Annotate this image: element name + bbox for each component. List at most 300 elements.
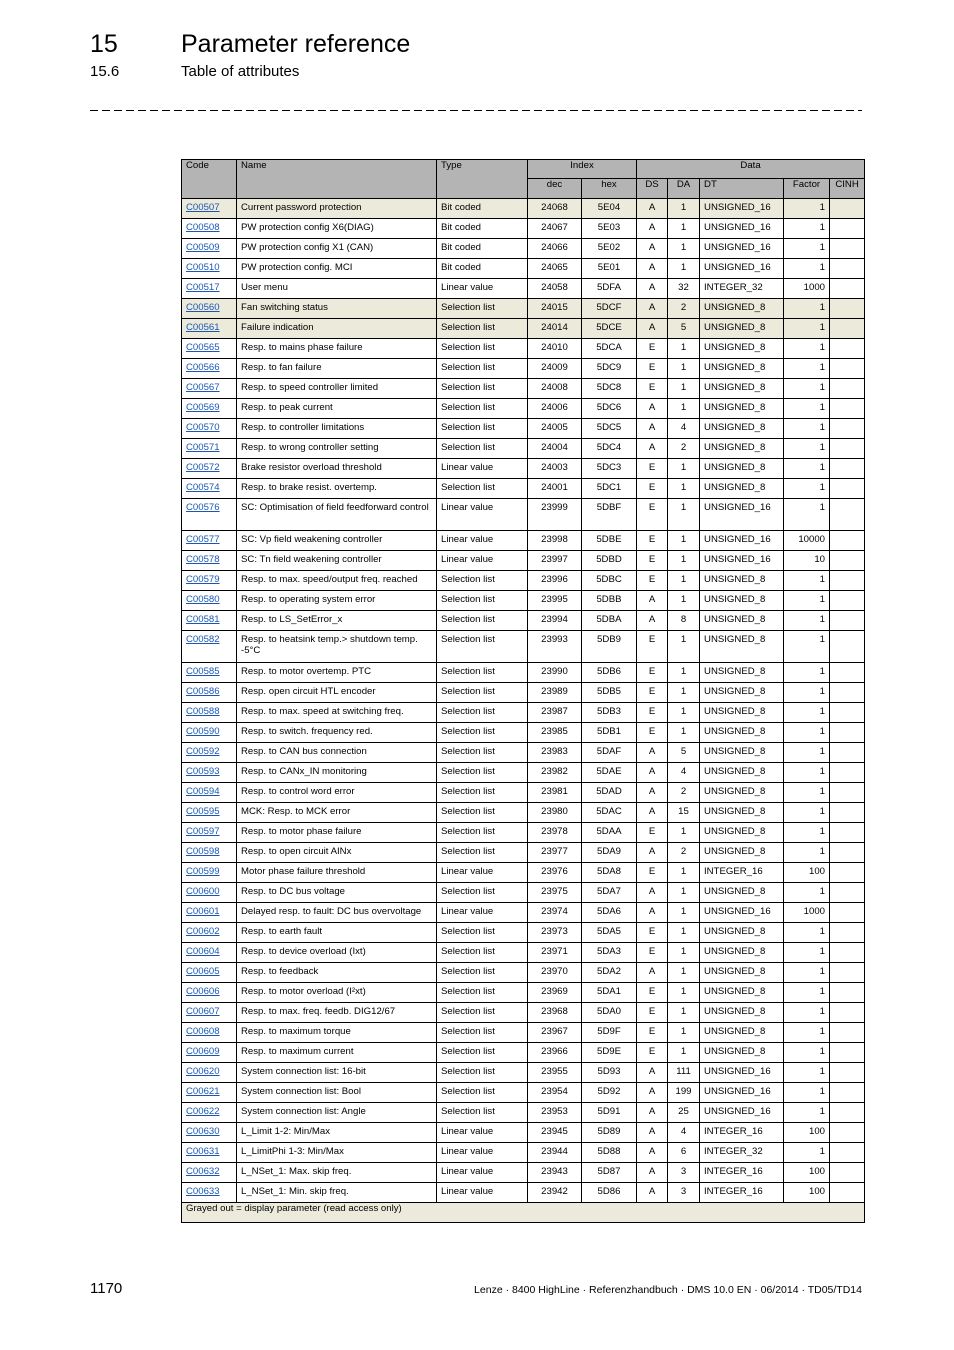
doc-info: Lenze · 8400 HighLine · Referenzhandbuch · DMS 10.0 EN · 06/2014 · TD05/TD14 bbox=[474, 1284, 862, 1296]
code-link[interactable]: C00510 bbox=[186, 262, 220, 273]
cell-data-factor: 1 bbox=[784, 1103, 830, 1123]
cell-data-da: 3 bbox=[668, 1183, 700, 1203]
cell-data-factor: 1 bbox=[784, 419, 830, 439]
cell-data-factor: 10 bbox=[784, 551, 830, 571]
code-link[interactable]: C00560 bbox=[186, 302, 220, 313]
cell-data-factor: 1 bbox=[784, 1023, 830, 1043]
cell-index-dec: 23971 bbox=[528, 943, 582, 963]
cell-param-type: Bit coded bbox=[437, 199, 528, 219]
cell-param-type: Linear value bbox=[437, 531, 528, 551]
cell-param-type: Selection list bbox=[437, 591, 528, 611]
cell-data-da: 1 bbox=[668, 499, 700, 531]
code-link[interactable]: C00633 bbox=[186, 1186, 220, 1197]
cell-index-hex: 5DC9 bbox=[582, 359, 637, 379]
cell-data-da: 1 bbox=[668, 571, 700, 591]
cell-data-cinh bbox=[830, 1163, 865, 1183]
cell-index-hex: 5DC3 bbox=[582, 459, 637, 479]
code-link[interactable]: C00565 bbox=[186, 342, 220, 353]
cell-data-ds: A bbox=[637, 239, 668, 259]
cell-data-ds: A bbox=[637, 1123, 668, 1143]
cell-code bbox=[182, 703, 237, 723]
code-link[interactable]: C00605 bbox=[186, 966, 220, 977]
cell-data-factor: 100 bbox=[784, 1123, 830, 1143]
cell-data-cinh bbox=[830, 743, 865, 763]
cell-code bbox=[182, 823, 237, 843]
cell-data-cinh bbox=[830, 843, 865, 863]
cell-data-factor: 1 bbox=[784, 1043, 830, 1063]
cell-data-factor: 1 bbox=[784, 611, 830, 631]
cell-data-dt: INTEGER_32 bbox=[700, 1143, 784, 1163]
table-row bbox=[182, 219, 865, 239]
cell-index-hex: 5DC4 bbox=[582, 439, 637, 459]
code-link[interactable]: C00622 bbox=[186, 1106, 220, 1117]
cell-data-da: 6 bbox=[668, 1143, 700, 1163]
cell-data-ds: E bbox=[637, 631, 668, 663]
cell-code bbox=[182, 803, 237, 823]
cell-data-ds: E bbox=[637, 531, 668, 551]
header-ds: DS bbox=[637, 179, 668, 199]
cell-index-dec: 23953 bbox=[528, 1103, 582, 1123]
code-link[interactable]: C00630 bbox=[186, 1126, 220, 1137]
cell-index-dec: 23994 bbox=[528, 611, 582, 631]
cell-data-factor: 1 bbox=[784, 843, 830, 863]
cell-data-factor: 1 bbox=[784, 299, 830, 319]
cell-param-name: Resp. open circuit HTL encoder bbox=[237, 683, 437, 703]
code-link[interactable]: C00632 bbox=[186, 1166, 220, 1177]
cell-data-cinh bbox=[830, 591, 865, 611]
code-link[interactable]: C00609 bbox=[186, 1046, 220, 1057]
cell-param-name: Resp. to motor overtemp. PTC bbox=[237, 663, 437, 683]
cell-data-cinh bbox=[830, 219, 865, 239]
cell-code bbox=[182, 239, 237, 259]
code-link[interactable]: C00585 bbox=[186, 666, 220, 677]
cell-param-name: Brake resistor overload threshold bbox=[237, 459, 437, 479]
cell-data-da: 5 bbox=[668, 743, 700, 763]
cell-data-factor: 100 bbox=[784, 1163, 830, 1183]
cell-data-cinh bbox=[830, 863, 865, 883]
cell-code bbox=[182, 1083, 237, 1103]
cell-index-dec: 23982 bbox=[528, 763, 582, 783]
cell-param-type: Bit coded bbox=[437, 239, 528, 259]
cell-data-dt: UNSIGNED_8 bbox=[700, 459, 784, 479]
code-link[interactable]: C00595 bbox=[186, 806, 220, 817]
cell-data-factor: 100 bbox=[784, 863, 830, 883]
cell-data-da: 1 bbox=[668, 359, 700, 379]
code-link[interactable]: C00593 bbox=[186, 766, 220, 777]
cell-data-da: 4 bbox=[668, 763, 700, 783]
cell-index-dec: 24001 bbox=[528, 479, 582, 499]
cell-data-dt: UNSIGNED_16 bbox=[700, 259, 784, 279]
cell-param-name: Resp. to mains phase failure bbox=[237, 339, 437, 359]
cell-data-ds: A bbox=[637, 439, 668, 459]
cell-data-cinh bbox=[830, 783, 865, 803]
cell-data-da: 1 bbox=[668, 863, 700, 883]
cell-data-cinh bbox=[830, 1063, 865, 1083]
cell-data-da: 1 bbox=[668, 479, 700, 499]
cell-param-name: Resp. to max. speed/output freq. reached bbox=[237, 571, 437, 591]
cell-param-name: Resp. to motor overload (I²xt) bbox=[237, 983, 437, 1003]
cell-code bbox=[182, 611, 237, 631]
cell-data-da: 32 bbox=[668, 279, 700, 299]
code-link[interactable]: C00509 bbox=[186, 242, 220, 253]
cell-param-type: Selection list bbox=[437, 983, 528, 1003]
cell-code bbox=[182, 259, 237, 279]
cell-code bbox=[182, 963, 237, 983]
cell-data-ds: A bbox=[637, 591, 668, 611]
cell-code bbox=[182, 631, 237, 663]
cell-data-cinh bbox=[830, 239, 865, 259]
cell-param-name: Resp. to DC bus voltage bbox=[237, 883, 437, 903]
cell-data-da: 1 bbox=[668, 683, 700, 703]
cell-index-hex: 5DC5 bbox=[582, 419, 637, 439]
code-link[interactable]: C00601 bbox=[186, 906, 220, 917]
cell-data-factor: 1 bbox=[784, 1083, 830, 1103]
cell-index-dec: 23987 bbox=[528, 703, 582, 723]
cell-data-da: 1 bbox=[668, 963, 700, 983]
cell-data-dt: UNSIGNED_16 bbox=[700, 903, 784, 923]
cell-data-da: 15 bbox=[668, 803, 700, 823]
table-row bbox=[182, 1143, 865, 1163]
code-link[interactable]: C00567 bbox=[186, 382, 220, 393]
cell-data-ds: E bbox=[637, 359, 668, 379]
cell-data-factor: 1 bbox=[784, 571, 830, 591]
cell-index-hex: 5DCA bbox=[582, 339, 637, 359]
code-link[interactable]: C00606 bbox=[186, 986, 220, 997]
cell-data-factor: 1 bbox=[784, 883, 830, 903]
code-link[interactable]: C00561 bbox=[186, 322, 220, 333]
cell-data-dt: UNSIGNED_8 bbox=[700, 803, 784, 823]
cell-param-type: Selection list bbox=[437, 843, 528, 863]
cell-data-factor: 1 bbox=[784, 723, 830, 743]
cell-data-da: 111 bbox=[668, 1063, 700, 1083]
cell-param-type: Selection list bbox=[437, 923, 528, 943]
cell-index-hex: 5DAF bbox=[582, 743, 637, 763]
cell-index-dec: 23968 bbox=[528, 1003, 582, 1023]
cell-data-ds: A bbox=[637, 963, 668, 983]
cell-code bbox=[182, 923, 237, 943]
cell-index-hex: 5DA6 bbox=[582, 903, 637, 923]
cell-data-ds: A bbox=[637, 803, 668, 823]
code-link[interactable]: C00566 bbox=[186, 362, 220, 373]
cell-data-cinh bbox=[830, 339, 865, 359]
code-link[interactable]: C00631 bbox=[186, 1146, 220, 1157]
cell-code bbox=[182, 743, 237, 763]
cell-data-factor: 1 bbox=[784, 499, 830, 531]
code-link[interactable]: C00507 bbox=[186, 202, 220, 213]
code-link[interactable]: C00599 bbox=[186, 866, 220, 877]
header-dec: dec bbox=[528, 179, 582, 199]
code-link[interactable]: C00574 bbox=[186, 482, 220, 493]
code-link[interactable]: C00620 bbox=[186, 1066, 220, 1077]
code-link[interactable]: C00594 bbox=[186, 786, 220, 797]
code-link[interactable]: C00592 bbox=[186, 746, 220, 757]
cell-data-ds: A bbox=[637, 1183, 668, 1203]
cell-param-type: Linear value bbox=[437, 551, 528, 571]
cell-index-hex: 5DA2 bbox=[582, 963, 637, 983]
cell-index-hex: 5DC1 bbox=[582, 479, 637, 499]
cell-data-ds: A bbox=[637, 299, 668, 319]
code-link[interactable]: C00579 bbox=[186, 574, 220, 585]
cell-index-hex: 5DBB bbox=[582, 591, 637, 611]
cell-index-dec: 23985 bbox=[528, 723, 582, 743]
table-row bbox=[182, 339, 865, 359]
cell-code bbox=[182, 1063, 237, 1083]
code-link[interactable]: C00607 bbox=[186, 1006, 220, 1017]
cell-index-hex: 5DBF bbox=[582, 499, 637, 531]
cell-index-hex: 5E03 bbox=[582, 219, 637, 239]
cell-param-type: Linear value bbox=[437, 903, 528, 923]
table-row bbox=[182, 803, 865, 823]
cell-data-cinh bbox=[830, 459, 865, 479]
cell-data-ds: E bbox=[637, 339, 668, 359]
cell-index-dec: 23995 bbox=[528, 591, 582, 611]
cell-code bbox=[182, 943, 237, 963]
cell-code bbox=[182, 723, 237, 743]
section-number: 15.6 bbox=[90, 63, 120, 80]
cell-index-hex: 5E04 bbox=[582, 199, 637, 219]
cell-param-type: Bit coded bbox=[437, 259, 528, 279]
cell-index-dec: 24008 bbox=[528, 379, 582, 399]
cell-data-da: 2 bbox=[668, 783, 700, 803]
cell-data-dt: UNSIGNED_8 bbox=[700, 479, 784, 499]
cell-param-type: Selection list bbox=[437, 783, 528, 803]
cell-param-name: Motor phase failure threshold bbox=[237, 863, 437, 883]
cell-index-hex: 5D88 bbox=[582, 1143, 637, 1163]
cell-data-ds: E bbox=[637, 479, 668, 499]
cell-index-hex: 5DA3 bbox=[582, 943, 637, 963]
cell-param-type: Selection list bbox=[437, 1083, 528, 1103]
cell-index-hex: 5D91 bbox=[582, 1103, 637, 1123]
cell-data-dt: INTEGER_16 bbox=[700, 863, 784, 883]
cell-index-dec: 23967 bbox=[528, 1023, 582, 1043]
code-link[interactable]: C00602 bbox=[186, 926, 220, 937]
header-type: Type bbox=[437, 160, 528, 199]
code-link[interactable]: C00508 bbox=[186, 222, 220, 233]
table-row bbox=[182, 1003, 865, 1023]
cell-data-dt: UNSIGNED_8 bbox=[700, 1003, 784, 1023]
cell-data-dt: UNSIGNED_8 bbox=[700, 723, 784, 743]
cell-index-hex: 5DBD bbox=[582, 551, 637, 571]
cell-data-cinh bbox=[830, 439, 865, 459]
cell-index-dec: 23943 bbox=[528, 1163, 582, 1183]
cell-index-dec: 24014 bbox=[528, 319, 582, 339]
code-link[interactable]: C00590 bbox=[186, 726, 220, 737]
cell-index-dec: 24065 bbox=[528, 259, 582, 279]
cell-data-ds: E bbox=[637, 983, 668, 1003]
cell-data-dt: UNSIGNED_8 bbox=[700, 379, 784, 399]
cell-data-cinh bbox=[830, 499, 865, 531]
table-footnote: Grayed out = display parameter (read access only) bbox=[182, 1203, 865, 1223]
code-link[interactable]: C00621 bbox=[186, 1086, 220, 1097]
cell-data-ds: E bbox=[637, 459, 668, 479]
table-row bbox=[182, 703, 865, 723]
code-link[interactable]: C00582 bbox=[186, 634, 220, 645]
cell-data-da: 1 bbox=[668, 239, 700, 259]
cell-data-dt: UNSIGNED_8 bbox=[700, 359, 784, 379]
code-link[interactable]: C00588 bbox=[186, 706, 220, 717]
cell-param-name: SC: Vp field weakening controller bbox=[237, 531, 437, 551]
table-row bbox=[182, 1083, 865, 1103]
cell-data-ds: E bbox=[637, 551, 668, 571]
cell-data-cinh bbox=[830, 419, 865, 439]
cell-index-dec: 23944 bbox=[528, 1143, 582, 1163]
cell-param-type: Linear value bbox=[437, 863, 528, 883]
cell-param-name: Failure indication bbox=[237, 319, 437, 339]
cell-index-hex: 5DB6 bbox=[582, 663, 637, 683]
table-row bbox=[182, 479, 865, 499]
code-link[interactable]: C00608 bbox=[186, 1026, 220, 1037]
cell-data-ds: E bbox=[637, 723, 668, 743]
cell-data-factor: 1000 bbox=[784, 903, 830, 923]
code-link[interactable]: C00597 bbox=[186, 826, 220, 837]
cell-data-ds: A bbox=[637, 1143, 668, 1163]
cell-index-dec: 23978 bbox=[528, 823, 582, 843]
cell-data-ds: A bbox=[637, 319, 668, 339]
cell-param-name: Resp. to brake resist. overtemp. bbox=[237, 479, 437, 499]
cell-param-type: Selection list bbox=[437, 399, 528, 419]
code-link[interactable]: C00604 bbox=[186, 946, 220, 957]
table-row bbox=[182, 439, 865, 459]
cell-data-factor: 1 bbox=[784, 631, 830, 663]
cell-data-cinh bbox=[830, 571, 865, 591]
cell-param-type: Selection list bbox=[437, 763, 528, 783]
cell-data-da: 1 bbox=[668, 591, 700, 611]
header-da: DA bbox=[668, 179, 700, 199]
code-link[interactable]: C00581 bbox=[186, 614, 220, 625]
code-link[interactable]: C00517 bbox=[186, 282, 220, 293]
code-link[interactable]: C00571 bbox=[186, 442, 220, 453]
cell-data-dt: UNSIGNED_16 bbox=[700, 1083, 784, 1103]
cell-param-name: Resp. to device overload (Ixt) bbox=[237, 943, 437, 963]
cell-param-type: Linear value bbox=[437, 1123, 528, 1143]
cell-data-ds: A bbox=[637, 903, 668, 923]
cell-param-type: Selection list bbox=[437, 611, 528, 631]
page-number: 1170 bbox=[90, 1280, 123, 1297]
code-link[interactable]: C00577 bbox=[186, 534, 220, 545]
cell-param-type: Selection list bbox=[437, 803, 528, 823]
cell-param-name: Resp. to control word error bbox=[237, 783, 437, 803]
cell-param-name: Resp. to wrong controller setting bbox=[237, 439, 437, 459]
cell-data-ds: A bbox=[637, 219, 668, 239]
cell-index-dec: 23983 bbox=[528, 743, 582, 763]
cell-code bbox=[182, 499, 237, 531]
cell-index-hex: 5D93 bbox=[582, 1063, 637, 1083]
cell-index-dec: 24015 bbox=[528, 299, 582, 319]
cell-data-factor: 1 bbox=[784, 803, 830, 823]
cell-data-da: 8 bbox=[668, 611, 700, 631]
header-name: Name bbox=[237, 160, 437, 199]
cell-data-ds: A bbox=[637, 419, 668, 439]
cell-data-dt: UNSIGNED_8 bbox=[700, 571, 784, 591]
cell-data-cinh bbox=[830, 803, 865, 823]
table-row bbox=[182, 1123, 865, 1143]
cell-data-ds: E bbox=[637, 663, 668, 683]
cell-data-da: 1 bbox=[668, 703, 700, 723]
cell-index-dec: 23993 bbox=[528, 631, 582, 663]
header-dt: DT bbox=[700, 179, 784, 199]
cell-code bbox=[182, 783, 237, 803]
cell-param-type: Linear value bbox=[437, 1143, 528, 1163]
cell-param-name: L_Limit 1-2: Min/Max bbox=[237, 1123, 437, 1143]
code-link[interactable]: C00570 bbox=[186, 422, 220, 433]
cell-data-ds: E bbox=[637, 1023, 668, 1043]
cell-code bbox=[182, 531, 237, 551]
cell-code bbox=[182, 399, 237, 419]
cell-param-name: L_LimitPhi 1-3: Min/Max bbox=[237, 1143, 437, 1163]
table-row bbox=[182, 571, 865, 591]
cell-data-da: 2 bbox=[668, 299, 700, 319]
cell-data-ds: E bbox=[637, 1003, 668, 1023]
cell-param-type: Selection list bbox=[437, 299, 528, 319]
cell-data-da: 4 bbox=[668, 419, 700, 439]
cell-data-cinh bbox=[830, 723, 865, 743]
cell-param-type: Selection list bbox=[437, 339, 528, 359]
cell-param-name: Resp. to speed controller limited bbox=[237, 379, 437, 399]
cell-param-type: Selection list bbox=[437, 1043, 528, 1063]
cell-index-dec: 24009 bbox=[528, 359, 582, 379]
code-link[interactable]: C00586 bbox=[186, 686, 220, 697]
cell-data-cinh bbox=[830, 359, 865, 379]
cell-data-factor: 1 bbox=[784, 943, 830, 963]
cell-data-cinh bbox=[830, 199, 865, 219]
cell-param-type: Selection list bbox=[437, 1063, 528, 1083]
cell-index-dec: 24003 bbox=[528, 459, 582, 479]
cell-data-factor: 1 bbox=[784, 763, 830, 783]
code-link[interactable]: C00578 bbox=[186, 554, 220, 565]
cell-data-dt: UNSIGNED_8 bbox=[700, 1043, 784, 1063]
cell-data-ds: A bbox=[637, 763, 668, 783]
cell-code bbox=[182, 1143, 237, 1163]
cell-data-dt: UNSIGNED_8 bbox=[700, 631, 784, 663]
cell-data-ds: A bbox=[637, 259, 668, 279]
code-link[interactable]: C00576 bbox=[186, 502, 220, 513]
cell-data-ds: E bbox=[637, 499, 668, 531]
cell-data-ds: E bbox=[637, 823, 668, 843]
cell-param-type: Linear value bbox=[437, 1183, 528, 1203]
cell-data-dt: UNSIGNED_8 bbox=[700, 299, 784, 319]
table-row bbox=[182, 199, 865, 219]
table-row bbox=[182, 1043, 865, 1063]
cell-param-type: Selection list bbox=[437, 1103, 528, 1123]
cell-data-da: 4 bbox=[668, 1123, 700, 1143]
cell-param-type: Selection list bbox=[437, 379, 528, 399]
table-row bbox=[182, 499, 865, 531]
cell-data-factor: 1 bbox=[784, 783, 830, 803]
table-row bbox=[182, 1023, 865, 1043]
code-link[interactable]: C00572 bbox=[186, 462, 220, 473]
cell-param-name: L_NSet_1: Max. skip freq. bbox=[237, 1163, 437, 1183]
cell-data-dt: UNSIGNED_8 bbox=[700, 763, 784, 783]
cell-data-cinh bbox=[830, 963, 865, 983]
cell-data-da: 1 bbox=[668, 1023, 700, 1043]
cell-data-da: 1 bbox=[668, 1043, 700, 1063]
cell-data-ds: A bbox=[637, 783, 668, 803]
table-row bbox=[182, 943, 865, 963]
code-link[interactable]: C00580 bbox=[186, 594, 220, 605]
cell-data-cinh bbox=[830, 479, 865, 499]
cell-data-dt: UNSIGNED_8 bbox=[700, 843, 784, 863]
code-link[interactable]: C00600 bbox=[186, 886, 220, 897]
code-link[interactable]: C00569 bbox=[186, 402, 220, 413]
cell-param-type: Selection list bbox=[437, 663, 528, 683]
cell-data-dt: UNSIGNED_16 bbox=[700, 499, 784, 531]
cell-data-da: 199 bbox=[668, 1083, 700, 1103]
code-link[interactable]: C00598 bbox=[186, 846, 220, 857]
cell-data-da: 1 bbox=[668, 631, 700, 663]
cell-data-cinh bbox=[830, 923, 865, 943]
cell-index-dec: 23998 bbox=[528, 531, 582, 551]
cell-index-dec: 23996 bbox=[528, 571, 582, 591]
